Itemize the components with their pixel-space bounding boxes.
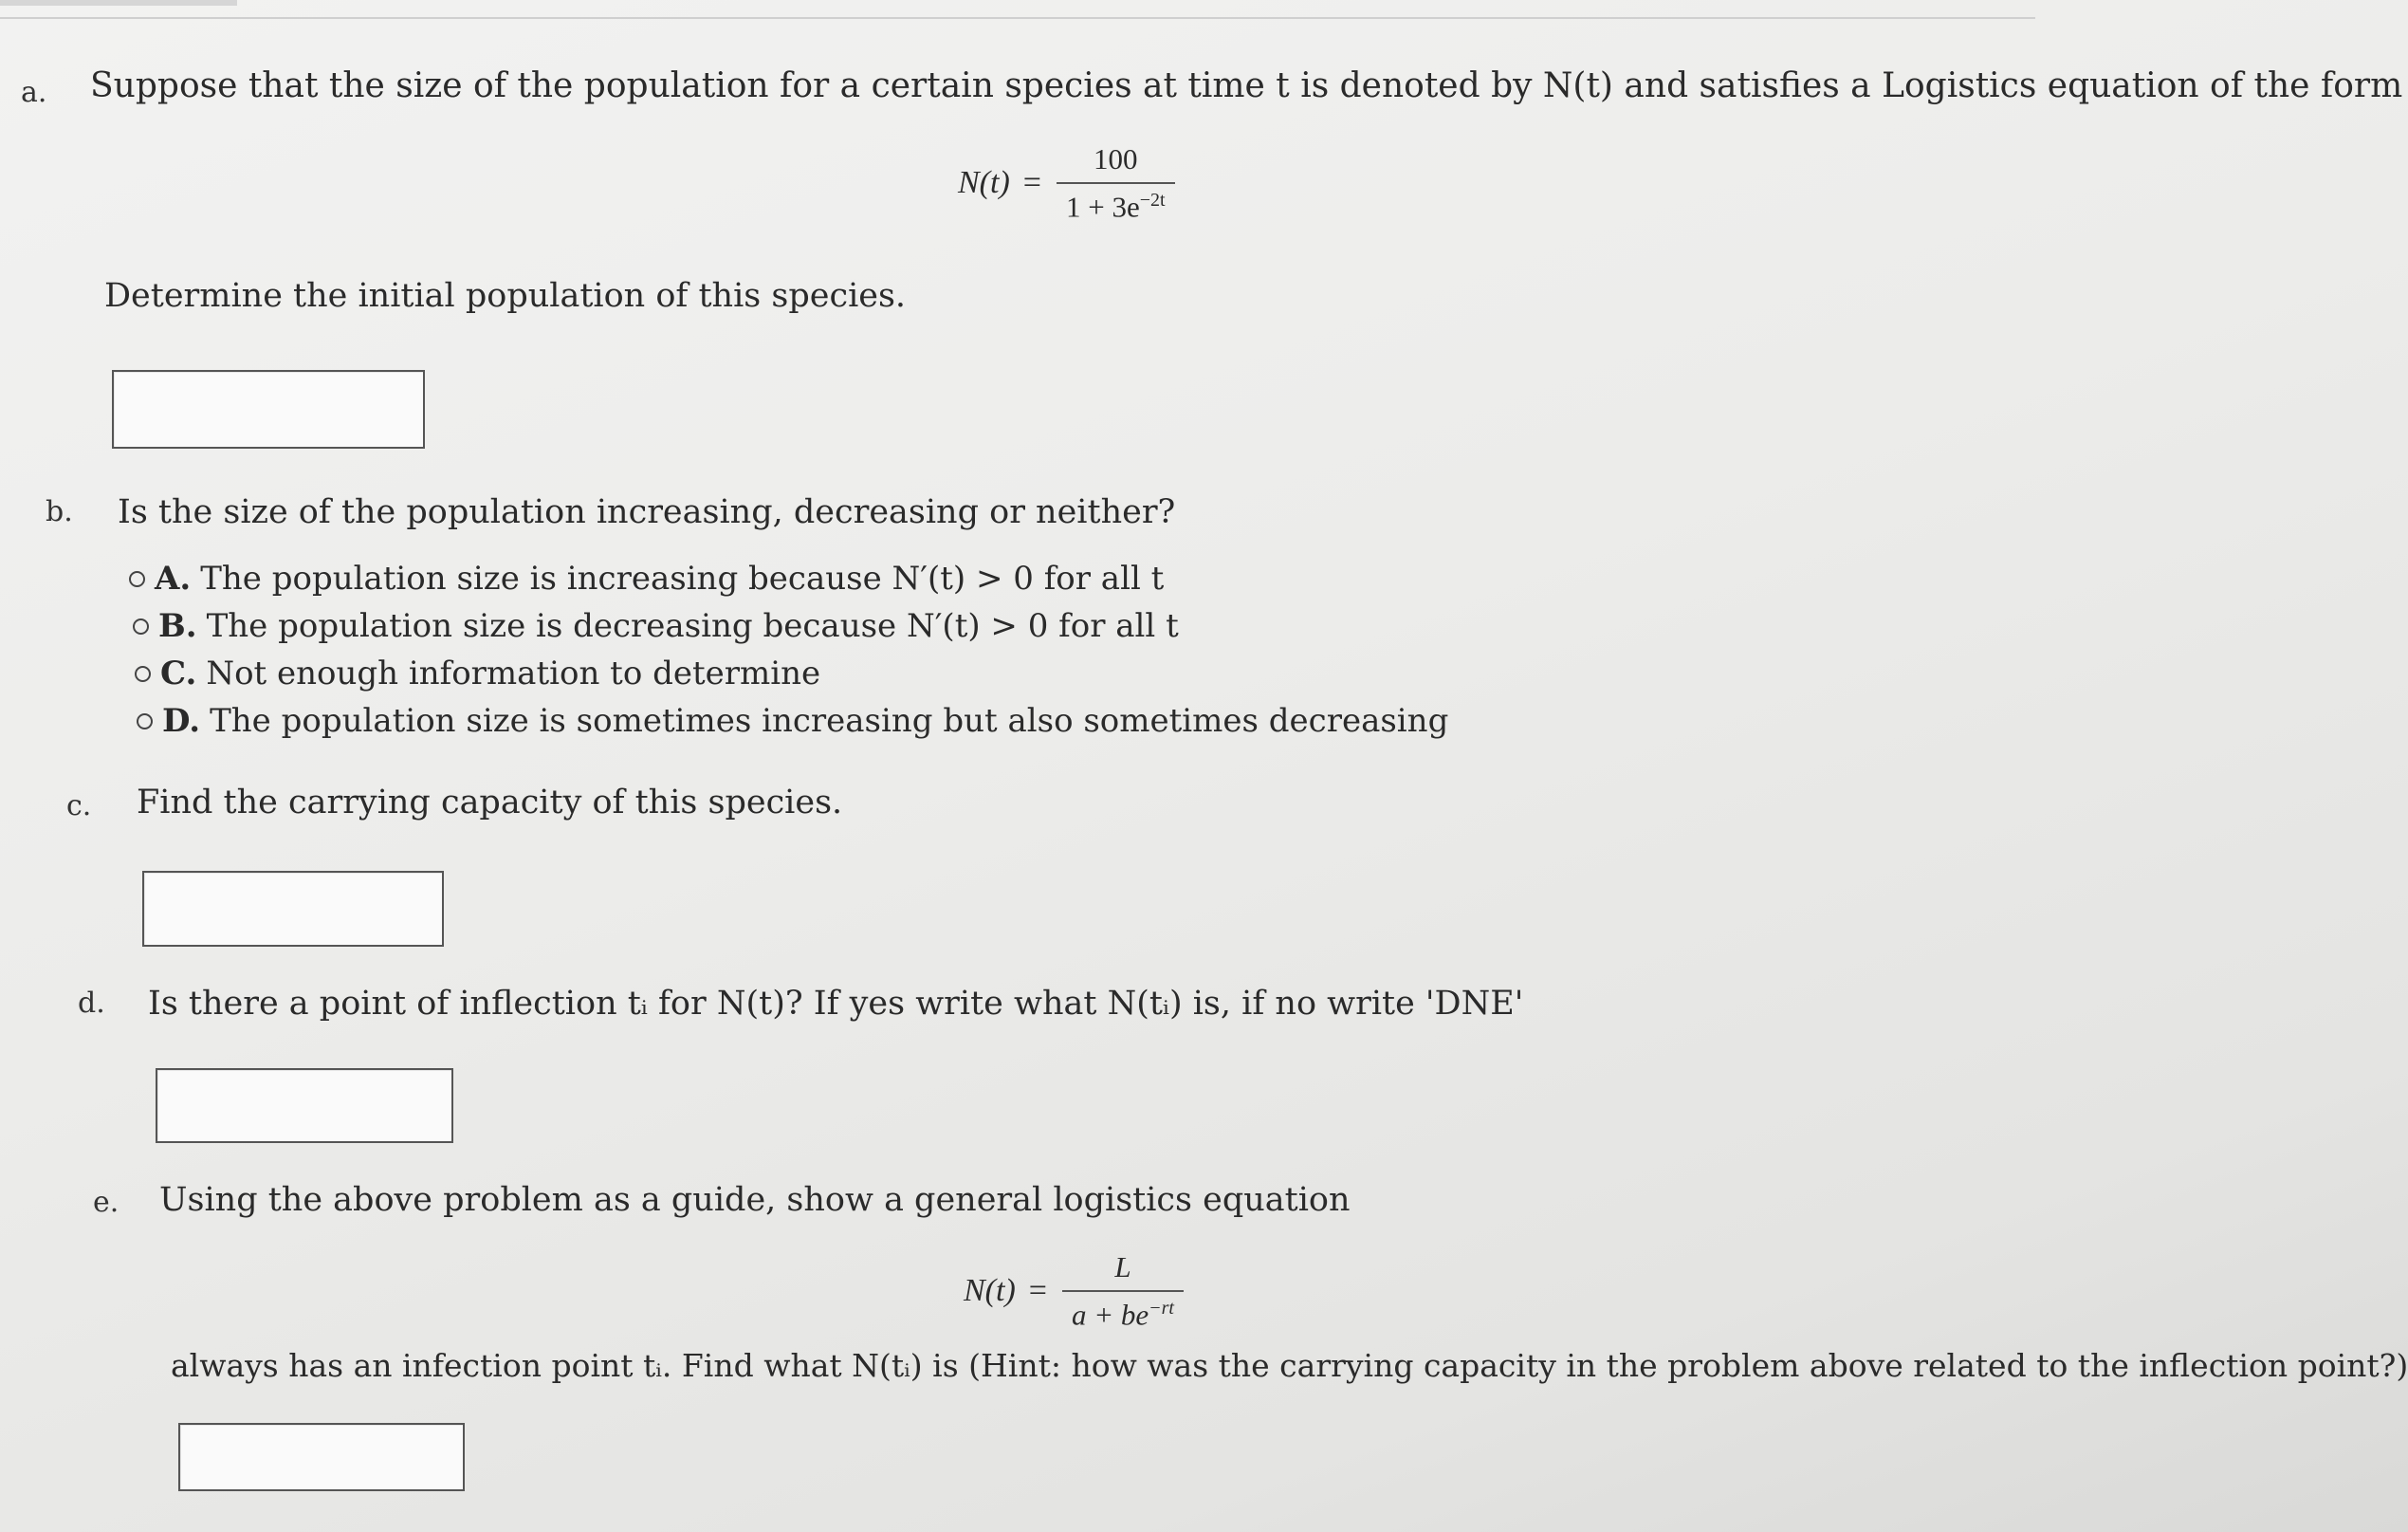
option-b-text: The population size is decreasing because N′(t) > 0 for all t: [206, 607, 1179, 645]
option-a-text: The population size is increasing because N′(t) > 0 for all t: [200, 560, 1165, 598]
denominator-e-exponent: −rt: [1149, 1298, 1174, 1319]
option-c-text: Not enough information to determine: [206, 655, 821, 692]
option-d[interactable]: [137, 702, 1448, 740]
equation-e-fraction: [1062, 1250, 1184, 1332]
top-tab-edge: [0, 0, 237, 6]
equation-lhs: N(t): [958, 165, 1010, 201]
option-d-text: The population size is sometimes increasing but also sometimes decreasing: [210, 702, 1449, 740]
part-e-question: Using the above problem as a guide, show a general logistics equation: [159, 1181, 1351, 1219]
equation-fraction: [1057, 142, 1175, 224]
part-d-marker: d.: [78, 987, 105, 1020]
part-e-equation: [964, 1250, 1184, 1332]
part-a-answer-box[interactable]: [112, 370, 425, 449]
part-d-question: Is there a point of inflection tᵢ for N(t)? If yes write what N(tᵢ) is, if no write 'DNE': [148, 985, 1524, 1023]
radio-option-b[interactable]: [133, 618, 149, 635]
option-c[interactable]: [135, 655, 820, 692]
denominator-e-base: a + be: [1071, 1298, 1149, 1332]
option-d-letter: D.: [162, 702, 201, 740]
part-e-followup: always has an infection point tᵢ. Find what N(tᵢ) is (Hint: how was the carrying capacity in the problem above related to the inflection point?): [171, 1347, 2408, 1384]
equation-numerator: 100: [1094, 142, 1138, 175]
equation-equals: =: [1022, 165, 1041, 201]
part-d-answer-box[interactable]: [156, 1068, 453, 1143]
equation-e-numerator: L: [1114, 1250, 1131, 1283]
equation-e-equals: =: [1028, 1273, 1047, 1309]
part-b-marker: b.: [46, 495, 73, 528]
option-c-letter: C.: [160, 655, 197, 692]
denominator-exponent: −2t: [1139, 190, 1166, 211]
part-c-marker: c.: [66, 789, 92, 822]
radio-option-c[interactable]: [135, 666, 151, 682]
part-c-answer-box[interactable]: [142, 871, 444, 947]
option-a-letter: A.: [155, 560, 192, 598]
part-a-equation: [958, 142, 1175, 224]
equation-e-denominator: [1062, 1292, 1184, 1332]
part-a-marker: a.: [21, 76, 47, 109]
equation-denominator: [1057, 184, 1175, 224]
part-e-marker: e.: [93, 1186, 119, 1219]
denominator-base: 1 + 3e: [1065, 190, 1140, 224]
part-b-question: Is the size of the population increasing, decreasing or neither?: [118, 493, 1176, 531]
option-b-letter: B.: [158, 607, 197, 645]
top-divider: [0, 17, 2035, 19]
part-c-question: Find the carrying capacity of this species.: [137, 784, 843, 821]
option-a[interactable]: [129, 560, 1164, 598]
part-a-prompt: Suppose that the size of the population for a certain species at time t is denoted by N(t) and satisfies a Logistics equation of the form: [90, 66, 2403, 105]
part-a-question: Determine the initial population of this species.: [104, 277, 907, 315]
option-b[interactable]: [133, 607, 1179, 645]
radio-option-a[interactable]: [129, 571, 145, 587]
part-e-answer-box[interactable]: [178, 1423, 465, 1491]
equation-e-lhs: N(t): [964, 1273, 1016, 1309]
radio-option-d[interactable]: [137, 713, 153, 729]
